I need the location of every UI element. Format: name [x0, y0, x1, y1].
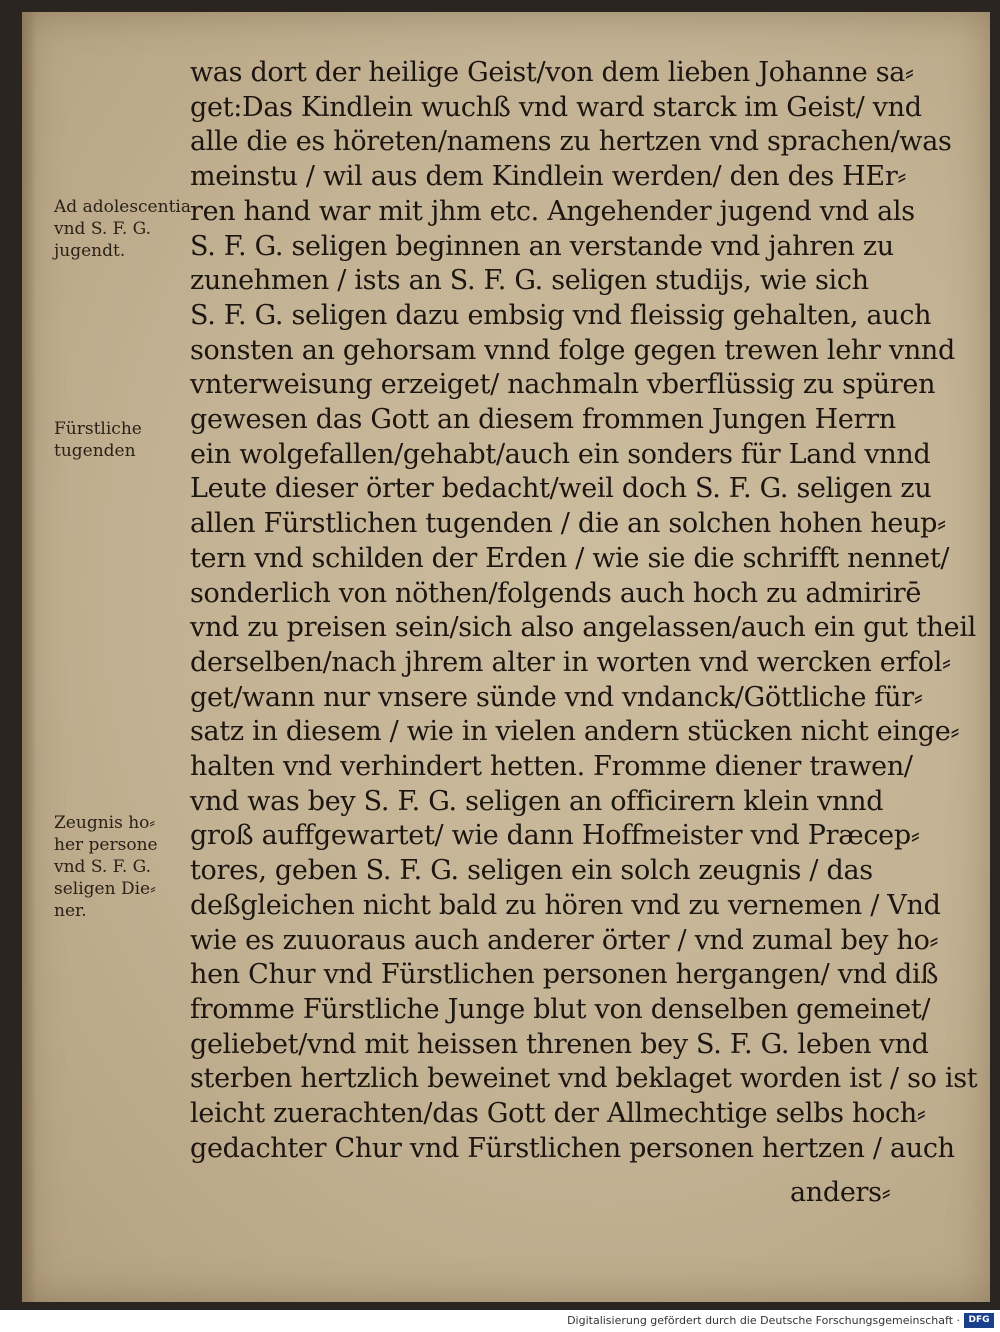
text-line: sonderlich von nöthen/folgends auch hoch zu admirirē — [190, 578, 922, 609]
funding-notice: Digitalisierung gefördert durch die Deutsche Forschungsgemeinschaft · — [567, 1314, 960, 1327]
margin-note-line: vnd S. F. G. — [54, 857, 152, 877]
text-line: S. F. G. seligen beginnen an verstande vnd jahren zu — [190, 231, 894, 262]
margin-note-line: seligen Die⸗ — [54, 879, 156, 899]
text-line: sterben hertzlich beweinet vnd beklaget worden ist / so ist — [190, 1063, 978, 1094]
text-line: groß auffgewartet/ wie dann Hoffmeister vnd Præcep⸗ — [190, 820, 920, 851]
text-line: gedachter Chur vnd Fürstlichen personen hertzen / auch — [190, 1133, 955, 1164]
text-line: geliebet/vnd mit heissen threnen bey S. F. G. leben vnd — [190, 1029, 929, 1060]
text-line: zunehmen / ists an S. F. G. seligen studijs, wie sich — [190, 265, 869, 296]
margin-note-line: Fürstliche — [54, 419, 142, 439]
catchword: anders⸗ — [790, 1177, 891, 1208]
margin-note-tugenden — [54, 418, 214, 462]
text-line: meinstu / wil aus dem Kindlein werden/ den des HEr⸗ — [190, 161, 907, 192]
margin-note-line: Ad adolescentia — [54, 197, 191, 217]
text-line: vnd was bey S. F. G. seligen an officirern klein vnnd — [190, 786, 884, 817]
text-line: get:Das Kindlein wuchß vnd ward starck im Geist/ vnd — [190, 92, 922, 123]
margin-note-adolescentia — [54, 196, 214, 262]
text-line: alle die es höreten/namens zu hertzen vnd sprachen/was — [190, 126, 952, 157]
text-line: hen Chur vnd Fürstlichen personen hergangen/ vnd diß — [190, 959, 939, 990]
text-line: S. F. G. seligen dazu embsig vnd fleissig gehalten, auch — [190, 300, 932, 331]
text-line: allen Fürstlichen tugenden / die an solchen hohen heup⸗ — [190, 508, 946, 539]
text-line: derselben/nach jhrem alter in worten vnd wercken erfol⸗ — [190, 647, 951, 678]
text-line: leicht zuerachten/das Gott der Allmechtige selbs hoch⸗ — [190, 1098, 926, 1129]
margin-note-line: vnd S. F. G. — [54, 219, 152, 239]
text-line: deßgleichen nicht bald zu hören vnd zu vernemen / Vnd — [190, 890, 941, 921]
page-gutter-shadow — [22, 12, 36, 1302]
text-line: Leute dieser örter bedacht/weil doch S. F. G. seligen zu — [190, 473, 932, 504]
text-line: sonsten an gehorsam vnnd folge gegen trewen lehr vnnd — [190, 335, 956, 366]
text-line: halten vnd verhindert hetten. Fromme diener trawen/ — [190, 751, 913, 782]
text-line: vnd zu preisen sein/sich also angelassen/auch ein gut theil — [190, 612, 976, 643]
text-line: tern vnd schilden der Erden / wie sie die schrifft nennet/ — [190, 543, 950, 574]
margin-note-zeugnis — [54, 812, 214, 922]
margin-note-line: Zeugnis ho⸗ — [54, 813, 156, 833]
margin-note-line: ner. — [54, 901, 87, 921]
text-line: vnterweisung erzeiget/ nachmaln vberflüssig zu spüren — [190, 369, 936, 400]
text-line: wie es zuuoraus auch anderer örter / vnd zumal bey ho⸗ — [190, 925, 939, 956]
dfg-logo-icon: DFG — [964, 1313, 994, 1328]
text-line: satz in diesem / wie in vielen andern stücken nicht einge⸗ — [190, 716, 960, 747]
text-line: ein wolgefallen/gehabt/auch ein sonders für Land vnnd — [190, 439, 931, 470]
text-line: gewesen das Gott an diesem frommen Jungen Herrn — [190, 404, 896, 435]
text-line: was dort der heilige Geist/von dem lieben Johanne sa⸗ — [190, 57, 914, 88]
text-line: ren hand war mit jhm etc. Angehender jugend vnd als — [190, 196, 915, 227]
margin-note-line: her persone — [54, 835, 158, 855]
margin-note-line: tugenden — [54, 441, 136, 461]
margin-note-line: jugendt. — [54, 241, 126, 261]
text-line: tores, geben S. F. G. seligen ein solch zeugnis / das — [190, 855, 873, 886]
text-line: fromme Fürstliche Junge blut von denselben gemeinet/ — [190, 994, 931, 1025]
text-line: get/wann nur vnsere sünde vnd vndanck/Göttliche für⸗ — [190, 682, 923, 713]
footer-bar — [0, 1310, 1000, 1332]
